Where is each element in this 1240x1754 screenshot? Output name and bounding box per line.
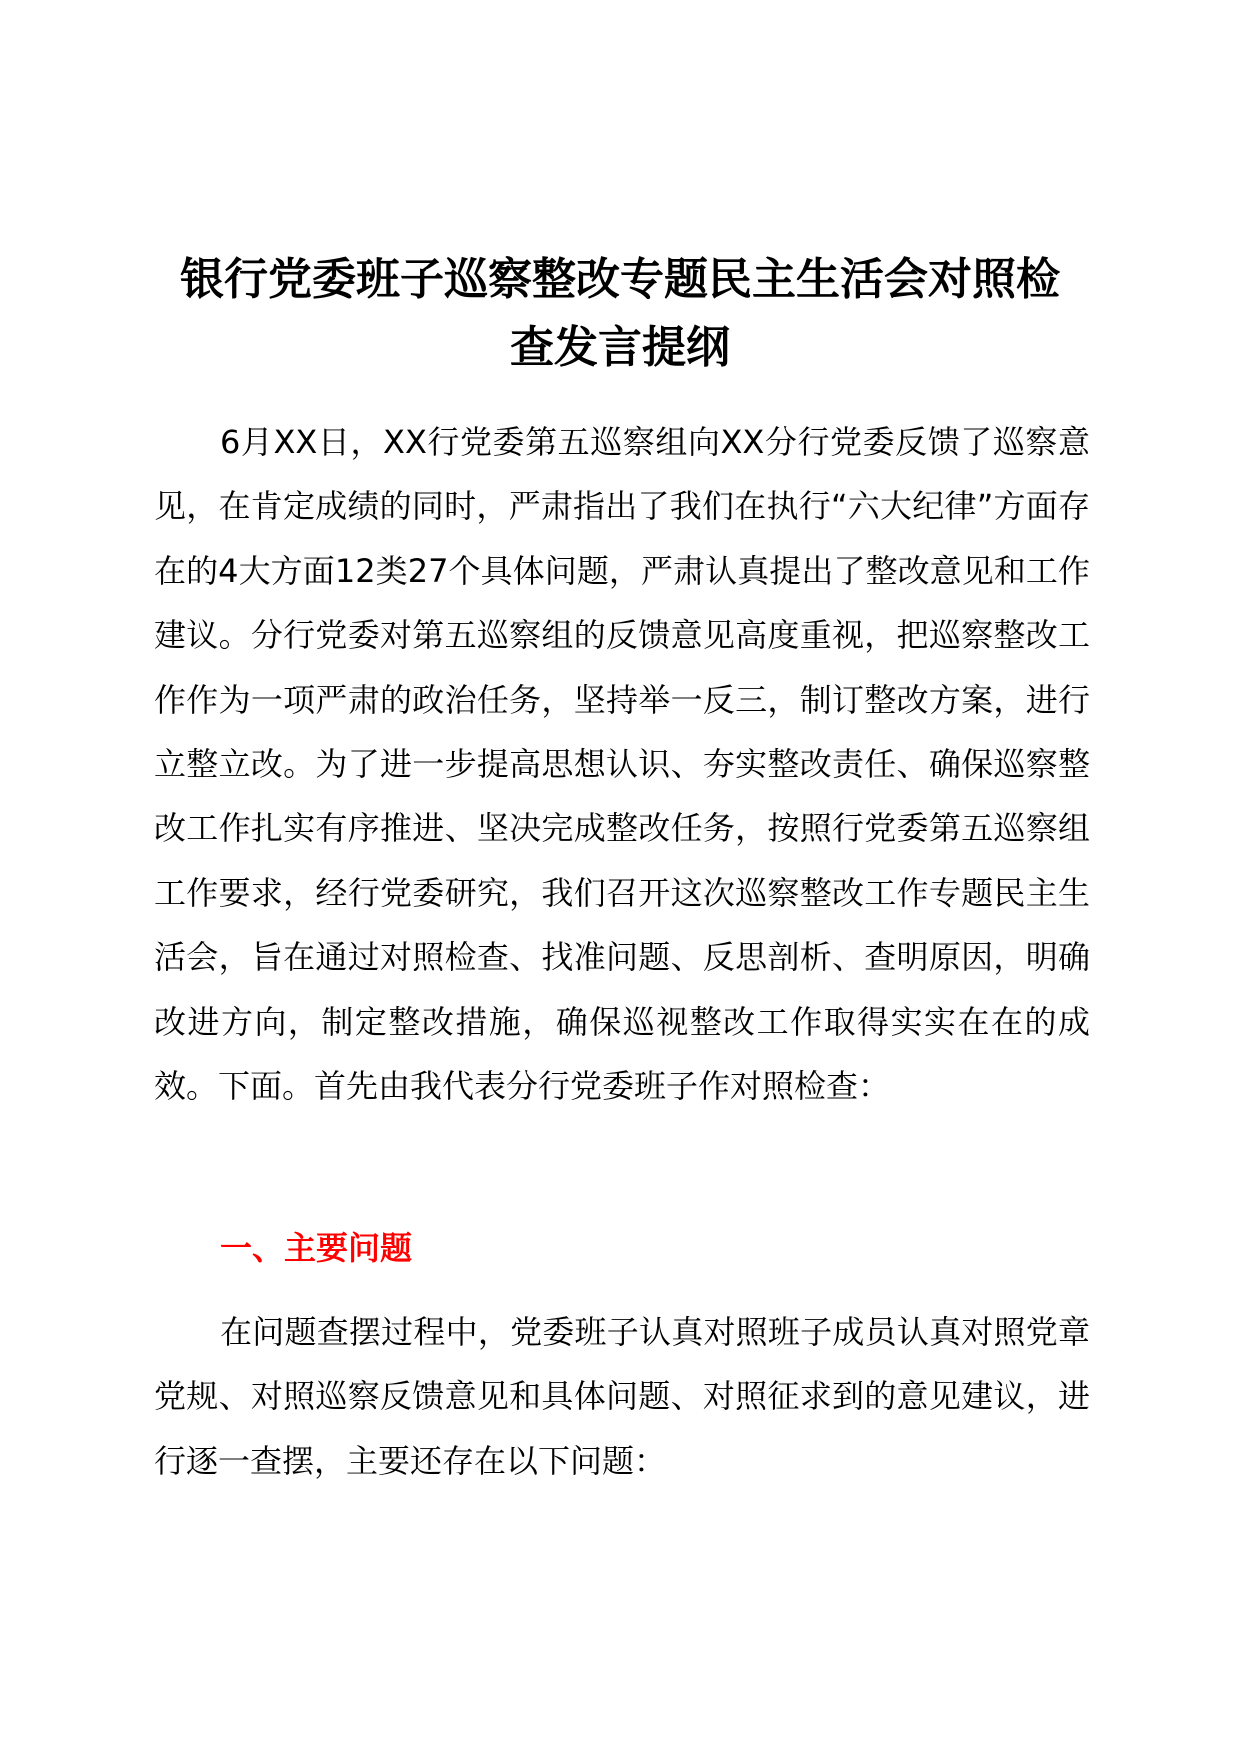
section-heading: 一、主要问题: [220, 1229, 413, 1267]
title-line-1: 银行党委班子巡察整改专题民主生活会对照检: [180, 254, 1060, 305]
document-title: [150, 246, 1090, 382]
problems-paragraph: 在问题查摆过程中，党委班子认真对照班子成员认真对照党章党规、对照巡察反馈意见和具体问题、对照征求到的意见建议，进行逐一查摆，主要还存在以下问题：: [154, 1313, 1090, 1480]
intro-paragraph: 6月XX日，XX行党委第五巡察组向XX分行党委反馈了巡察意见，在肯定成绩的同时，严肃指出了我们在执行“六大纪律”方面存在的4大方面12类27个具体问题，严肃认真提出了整改意见和工作建议。分行党委对第五巡察组的反馈意见高度重视，把巡察整改工作作为一项严肃的政治任务，坚持举一反三，制订整改方案，进行立整立改。为了进一步提高思想认识、夯实整改责任、确保巡察整改工作扎实有序推进、坚决完成整改任务，按照行党委第五巡察组工作要求，经行党委研究，我们召开这次巡察整改工作专题民主生活会，旨在通过对照检查、找准问题、反思剖析、查明原因，明确改进方向，制定整改措施，确保巡视整改工作取得实实在在的成效。下面。首先由我代表分行党委班子作对照检查：: [154, 423, 1090, 1106]
title-line-2: 查发言提纲: [510, 322, 730, 373]
